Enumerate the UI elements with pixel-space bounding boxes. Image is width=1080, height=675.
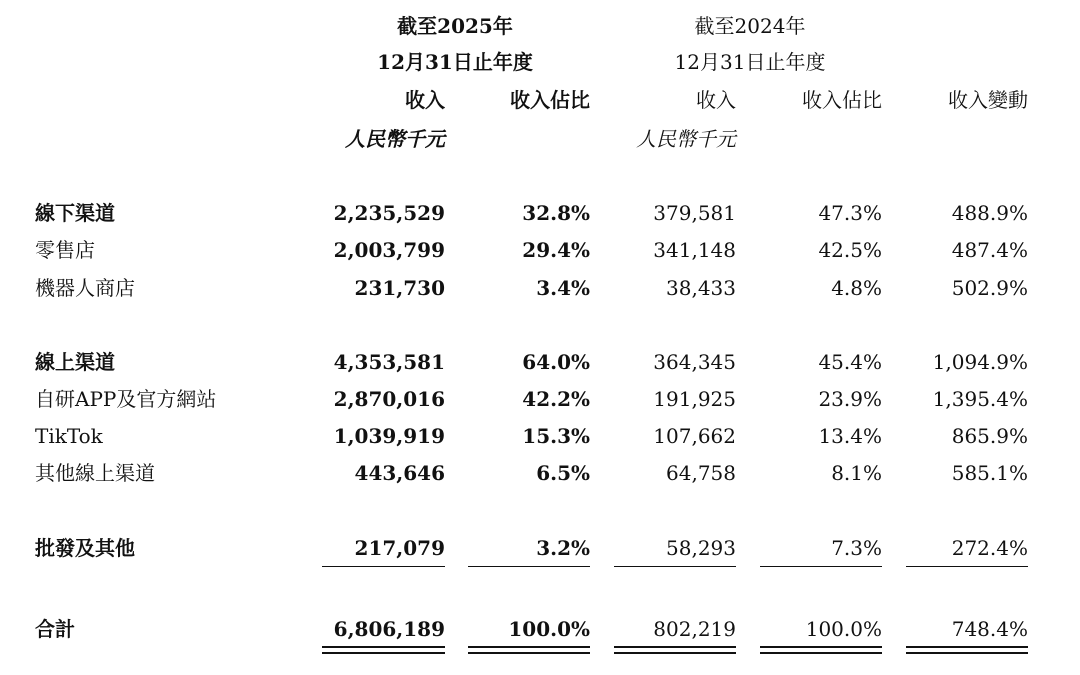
row-change: 488.9% bbox=[951, 201, 1028, 225]
unit-2025: 人民幣千元 bbox=[345, 127, 445, 151]
row-rev-2025: 4,353,581 bbox=[333, 350, 445, 374]
period-2024-line1: 截至2024年 bbox=[694, 14, 806, 38]
row-label: 自研APP及官方網站 bbox=[35, 387, 217, 411]
row-share-2025: 64.0% bbox=[522, 350, 590, 374]
subtotal-rule bbox=[760, 566, 882, 567]
row-change: 1,094.9% bbox=[932, 350, 1028, 374]
unit-2024: 人民幣千元 bbox=[636, 127, 736, 151]
row-label: 批發及其他 bbox=[35, 536, 135, 560]
row-rev-2025: 1,039,919 bbox=[333, 424, 445, 448]
row-label: 機器人商店 bbox=[35, 276, 135, 300]
row-share-2025: 15.3% bbox=[522, 424, 590, 448]
col-share-2025: 收入佔比 bbox=[510, 88, 590, 112]
col-change: 收入變動 bbox=[948, 88, 1028, 112]
row-share-2025: 42.2% bbox=[522, 387, 590, 411]
row-share-2024: 4.8% bbox=[831, 276, 882, 300]
total-change: 748.4% bbox=[951, 617, 1028, 641]
row-rev-2024: 58,293 bbox=[666, 536, 736, 560]
row-rev-2025: 2,235,529 bbox=[333, 201, 445, 225]
total-double-rule bbox=[614, 646, 736, 654]
row-rev-2025: 231,730 bbox=[354, 276, 445, 300]
row-rev-2024: 341,148 bbox=[653, 238, 736, 262]
row-label: 線上渠道 bbox=[35, 350, 115, 374]
total-double-rule bbox=[906, 646, 1028, 654]
row-rev-2025: 2,003,799 bbox=[333, 238, 445, 262]
total-double-rule bbox=[468, 646, 590, 654]
row-rev-2025: 2,870,016 bbox=[333, 387, 445, 411]
row-share-2024: 47.3% bbox=[818, 201, 882, 225]
row-label-total: 合計 bbox=[35, 617, 75, 641]
row-share-2024: 8.1% bbox=[831, 461, 882, 485]
row-label: 線下渠道 bbox=[35, 201, 115, 225]
period-2025-line2: 12月31日止年度 bbox=[377, 50, 533, 74]
period-2025-line1: 截至2025年 bbox=[397, 14, 513, 38]
period-2024-line2: 12月31日止年度 bbox=[674, 50, 826, 74]
total-rev-2024: 802,219 bbox=[653, 617, 736, 641]
subtotal-rule bbox=[614, 566, 736, 567]
row-share-2024: 45.4% bbox=[818, 350, 882, 374]
row-change: 502.9% bbox=[951, 276, 1028, 300]
row-share-2024: 23.9% bbox=[818, 387, 882, 411]
row-rev-2024: 191,925 bbox=[653, 387, 736, 411]
col-revenue-2025: 收入 bbox=[405, 88, 445, 112]
row-share-2025: 32.8% bbox=[522, 201, 590, 225]
subtotal-rule bbox=[322, 566, 445, 567]
row-label: 其他線上渠道 bbox=[35, 461, 155, 485]
subtotal-rule bbox=[468, 566, 590, 567]
total-share-2025: 100.0% bbox=[508, 617, 590, 641]
col-revenue-2024: 收入 bbox=[696, 88, 736, 112]
row-share-2024: 7.3% bbox=[831, 536, 882, 560]
row-change: 865.9% bbox=[951, 424, 1028, 448]
row-share-2025: 3.4% bbox=[536, 276, 590, 300]
total-rev-2025: 6,806,189 bbox=[333, 617, 445, 641]
row-share-2025: 29.4% bbox=[522, 238, 590, 262]
row-change: 487.4% bbox=[951, 238, 1028, 262]
row-rev-2025: 217,079 bbox=[354, 536, 445, 560]
row-rev-2024: 379,581 bbox=[653, 201, 736, 225]
row-rev-2024: 107,662 bbox=[653, 424, 736, 448]
row-change: 272.4% bbox=[951, 536, 1028, 560]
row-rev-2024: 64,758 bbox=[666, 461, 736, 485]
row-share-2025: 3.2% bbox=[536, 536, 590, 560]
total-double-rule bbox=[760, 646, 882, 654]
total-share-2024: 100.0% bbox=[805, 617, 882, 641]
total-double-rule bbox=[322, 646, 445, 654]
row-rev-2024: 38,433 bbox=[666, 276, 736, 300]
row-label: TikTok bbox=[35, 424, 103, 448]
row-label: 零售店 bbox=[35, 238, 95, 262]
col-share-2024: 收入佔比 bbox=[802, 88, 882, 112]
row-rev-2025: 443,646 bbox=[354, 461, 445, 485]
subtotal-rule bbox=[906, 566, 1028, 567]
row-share-2025: 6.5% bbox=[536, 461, 590, 485]
row-share-2024: 13.4% bbox=[818, 424, 882, 448]
row-rev-2024: 364,345 bbox=[653, 350, 736, 374]
row-share-2024: 42.5% bbox=[818, 238, 882, 262]
row-change: 585.1% bbox=[951, 461, 1028, 485]
row-change: 1,395.4% bbox=[932, 387, 1028, 411]
